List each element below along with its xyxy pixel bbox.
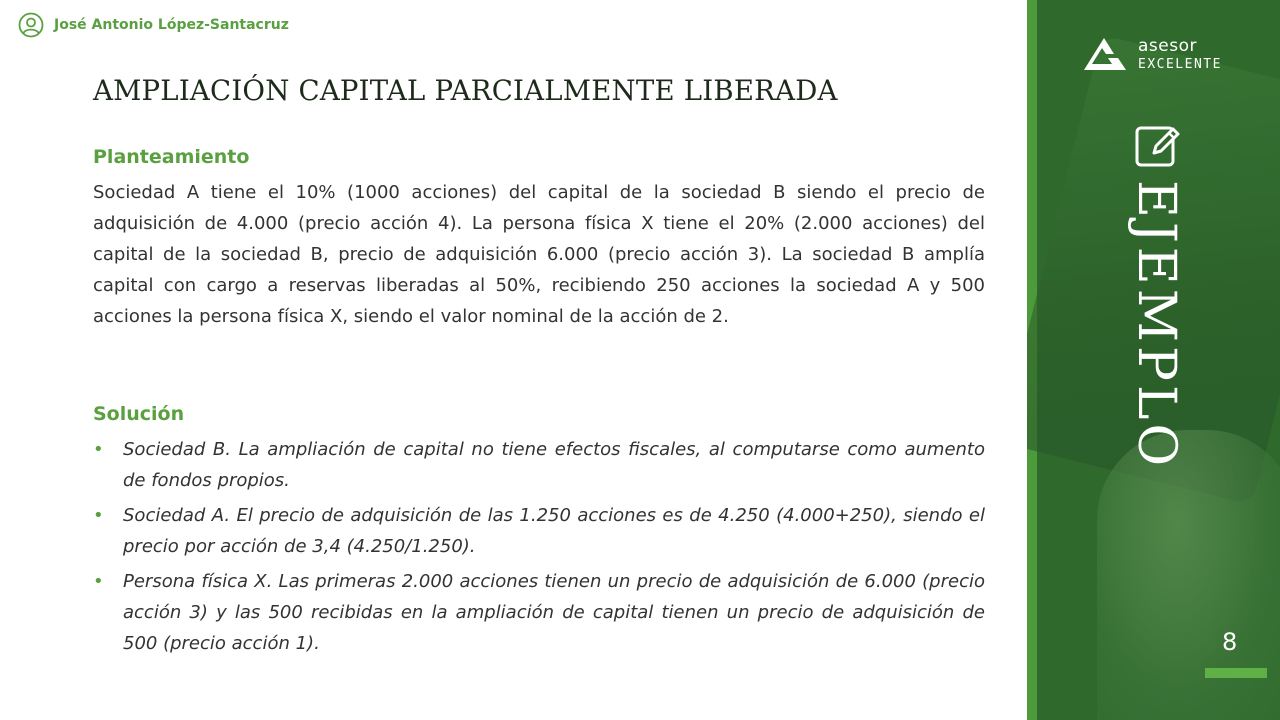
bullet: •	[93, 571, 104, 592]
page-number: 8	[1222, 628, 1238, 656]
author-header	[18, 11, 289, 39]
list-item	[93, 434, 985, 496]
list-item-text: Sociedad A. El precio de adquisición de las 1.250 acciones es de 4.250 (4.000+250), siendo el precio por acción de 3,4 (4.250/1.250).	[123, 505, 985, 557]
list-item-text: Persona física X. Las primeras 2.000 acciones tienen un precio de adquisición de 6.000 (precio acción 3) y las 500 recibidas en la ampliación de capital tienen un precio de adquisición de 500 (precio acción 1).	[123, 571, 985, 654]
solucion-list	[93, 434, 985, 663]
asesor-logo-icon	[1082, 36, 1132, 72]
edit-note-icon	[1134, 123, 1180, 169]
user-circle-icon	[18, 12, 44, 38]
author-name: José Antonio López-Santacruz	[54, 17, 289, 33]
brand-logo	[1082, 36, 1222, 72]
ejemplo-label: EJEMPLO	[1126, 180, 1186, 471]
planteamiento-heading: Planteamiento	[93, 146, 250, 168]
brand-word-2: EXCELENTE	[1138, 56, 1222, 72]
planteamiento-text: Sociedad A tiene el 10% (1000 acciones) del capital de la sociedad B siendo el precio de adquisición de 4.000 (precio acción 4). La persona física X tiene el 20% (2.000 acciones) del capital de la sociedad B, precio de adquisición 6.000 (precio acción 3). La sociedad B amplía capital con cargo a reservas liberadas al 50%, recibiendo 250 acciones la sociedad A y 500 acciones la persona física X, siendo el valor nominal de la acción de 2.	[93, 182, 985, 327]
list-item-text: Sociedad B. La ampliación de capital no tiene efectos fiscales, al computarse como aumento de fondos propios.	[123, 439, 985, 491]
bullet: •	[93, 439, 104, 460]
brand-word-1: asesor	[1138, 35, 1197, 56]
solucion-heading: Solución	[93, 403, 185, 425]
list-item	[93, 500, 985, 562]
page-number-bar	[1205, 668, 1267, 678]
bullet: •	[93, 505, 104, 526]
list-item	[93, 566, 985, 659]
slide-title: AMPLIACIÓN CAPITAL PARCIALMENTE LIBERADA	[93, 74, 838, 107]
